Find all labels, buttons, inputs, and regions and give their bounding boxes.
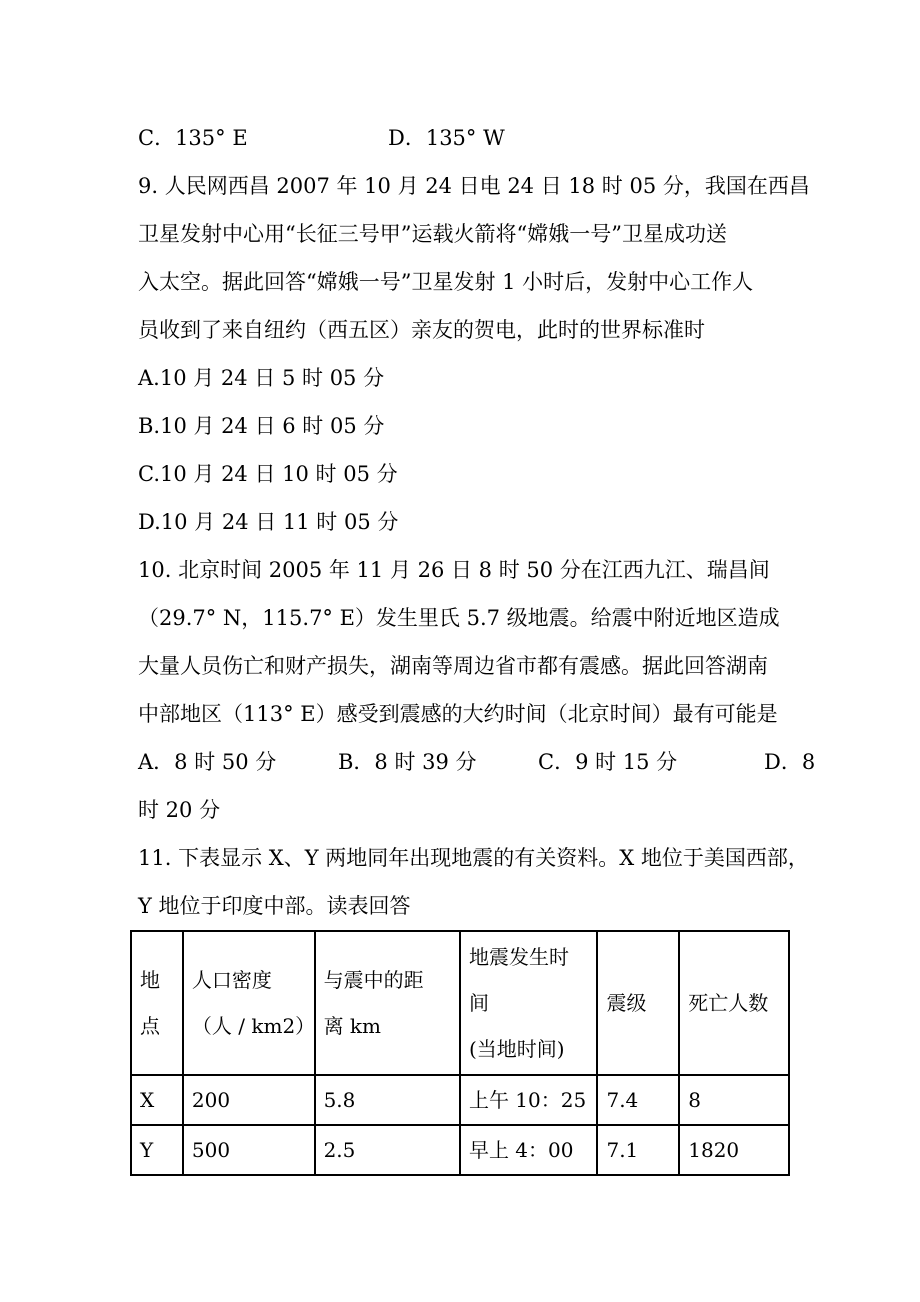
table-cell: 7.1 — [597, 1125, 679, 1175]
q9-line-4: 员收到了来自纽约（西五区）亲友的贺电，此时的世界标准时 — [138, 318, 705, 342]
table-row — [131, 1125, 789, 1175]
q10-line-4: 中部地区（113° E）感受到震感的大约时间（北京时间）最有可能是 — [138, 702, 778, 726]
q9-option-d: D.10 月 24 日 11 时 05 分 — [138, 510, 399, 534]
q9-option-b: B.10 月 24 日 6 时 05 分 — [138, 414, 385, 438]
q8-option-d: D．135° W — [388, 126, 505, 150]
table-cell: 8 — [679, 1075, 789, 1125]
table-cell: 早上 4：00 — [460, 1125, 598, 1175]
header-cell-magnitude: 震级 — [597, 931, 679, 1075]
table-cell: 2.5 — [315, 1125, 460, 1175]
q11-line-1: 11. 下表显示 X、Y 两地同年出现地震的有关资料。X 地位于美国西部， — [138, 846, 809, 870]
q9-line-3: 入太空。据此回答“嫦娥一号”卫星发射 1 小时后，发射中心工作人 — [138, 270, 754, 294]
q11-line-2: Y 地位于印度中部。读表回答 — [138, 894, 411, 918]
q9-option-c: C.10 月 24 日 10 时 05 分 — [138, 462, 398, 486]
table-cell: 5.8 — [315, 1075, 460, 1125]
table-cell: 500 — [183, 1125, 315, 1175]
q10-line-3: 大量人员伤亡和财产损失，湖南等周边省市都有震感。据此回答湖南 — [138, 654, 768, 678]
table-row — [131, 1075, 789, 1125]
q10-option-a: A．8 时 50 分 — [138, 750, 277, 774]
header-cell-population-density: 人口密度 （人 / km2） — [183, 931, 315, 1075]
table-cell: X — [131, 1075, 183, 1125]
table-cell: 1820 — [679, 1125, 789, 1175]
q8-option-c: C．135° E — [138, 126, 248, 150]
q10-option-d: D．8 — [764, 750, 816, 774]
table-cell: 上午 10：25 — [460, 1075, 598, 1125]
q10-option-c: C．9 时 15 分 — [538, 750, 678, 774]
table-cell: Y — [131, 1125, 183, 1175]
table-cell: 7.4 — [597, 1075, 679, 1125]
q10-line-2: （29.7° N，115.7° E）发生里氏 5.7 级地震。给震中附近地区造成 — [138, 606, 780, 630]
q10-line-1: 10. 北京时间 2005 年 11 月 26 日 8 时 50 分在江西九江、瑞昌间 — [138, 558, 770, 582]
q10-option-b: B．8 时 39 分 — [338, 750, 477, 774]
table-cell: 200 — [183, 1075, 315, 1125]
q10-option-d-tail: 时 20 分 — [138, 798, 221, 822]
q9-line-2: 卫星发射中心用“长征三号甲”运载火箭将“嫦娥一号”卫星成功送 — [138, 222, 727, 246]
table-header-row — [131, 931, 789, 1075]
q9-option-a: A.10 月 24 日 5 时 05 分 — [138, 366, 385, 390]
header-cell-distance: 与震中的距 离 km — [315, 931, 460, 1075]
header-cell-deaths: 死亡人数 — [679, 931, 789, 1075]
header-cell-time: 地震发生时 间 (当地时间) — [460, 931, 598, 1075]
earthquake-table — [130, 930, 790, 1176]
header-cell-place: 地 点 — [131, 931, 183, 1075]
q9-line-1: 9. 人民网西昌 2007 年 10 月 24 日电 24 日 18 时 05 分，我国在西昌 — [138, 174, 810, 198]
